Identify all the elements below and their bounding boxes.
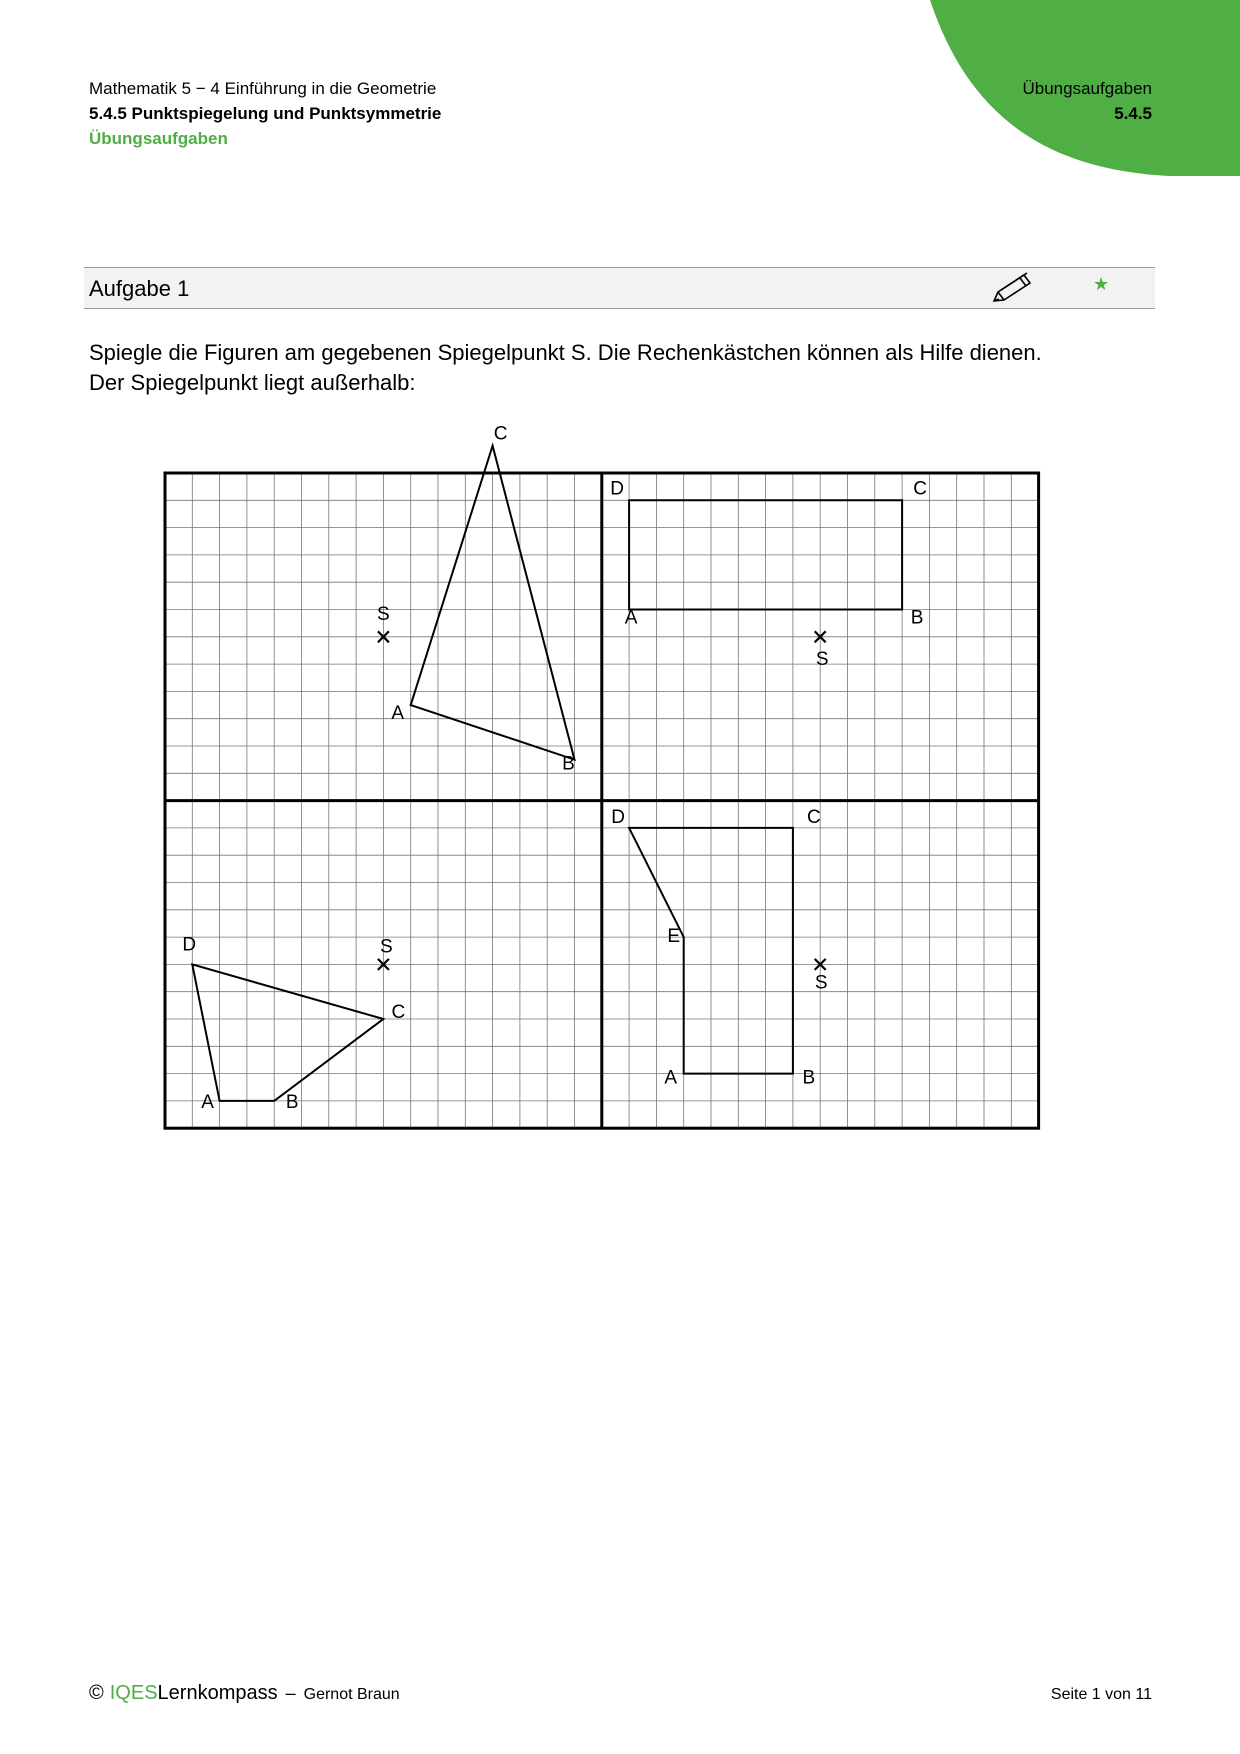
pentagon-label-c: C (807, 806, 821, 828)
brand-lernkompass: Lernkompass (157, 1682, 278, 1704)
rectangle-label-b: B (910, 607, 924, 629)
instruction-line-1: Spiegle die Figuren am gegebenen Spiegelpunkt S. Die Rechenkästchen können als Hilfe dienen. (89, 340, 1042, 365)
header-left (89, 76, 441, 151)
header-section: Übungsaufgaben (89, 129, 228, 148)
pentagon-label-b: B (802, 1067, 816, 1089)
quadrilateral-label-s: S (380, 936, 393, 958)
header-right (1022, 76, 1152, 126)
header-topic: 5.4.5 Punktspiegelung und Punktsymmetrie (89, 104, 442, 123)
triangle-label-c: C (493, 423, 508, 445)
header-right-label: Übungsaufgaben (1022, 79, 1152, 98)
rectangle-label-a: A (624, 607, 638, 629)
quadrilateral-shape (192, 964, 383, 1101)
page-number: Seite 1 von 11 (1050, 1686, 1152, 1703)
star-icon: ★ (1093, 274, 1110, 294)
pencil-icon (990, 271, 1034, 305)
quadrilateral-label-c: C (391, 1002, 406, 1023)
task-title: Aufgabe 1 (89, 276, 190, 301)
triangle-label-a: A (391, 703, 405, 725)
pentagon-label-a: A (664, 1067, 678, 1089)
pentagon-label-s: S (814, 972, 828, 994)
triangle-label-s: S (377, 603, 390, 625)
quadrilateral-label-d: D (182, 934, 197, 956)
task-header (84, 267, 1155, 309)
rectangle-label-s: S (815, 648, 829, 670)
grid-diagram (160, 423, 1040, 1128)
copyright-symbol: © (89, 1682, 104, 1704)
instruction-line-2: Der Spiegelpunkt liegt außerhalb: (89, 370, 416, 395)
quadrilateral-label-a: A (201, 1091, 214, 1113)
footer-left (89, 1682, 400, 1705)
quadrilateral-label-b: B (285, 1091, 299, 1113)
brand-iqes: IQES (109, 1682, 158, 1704)
rectangle-label-d: D (610, 478, 624, 500)
footer-author: Gernot Braun (303, 1686, 400, 1703)
triangle-label-b: B (562, 753, 575, 775)
pentagon-label-e: E (667, 926, 681, 948)
header-subject: Mathematik 5 − 4 Einführung in die Geometrie (89, 79, 437, 98)
footer-separator: – (285, 1683, 296, 1703)
pentagon-label-d: D (611, 806, 625, 828)
rectangle-label-c: C (913, 478, 927, 500)
instruction-text (89, 338, 1042, 398)
header-right-number: 5.4.5 (1114, 104, 1152, 123)
